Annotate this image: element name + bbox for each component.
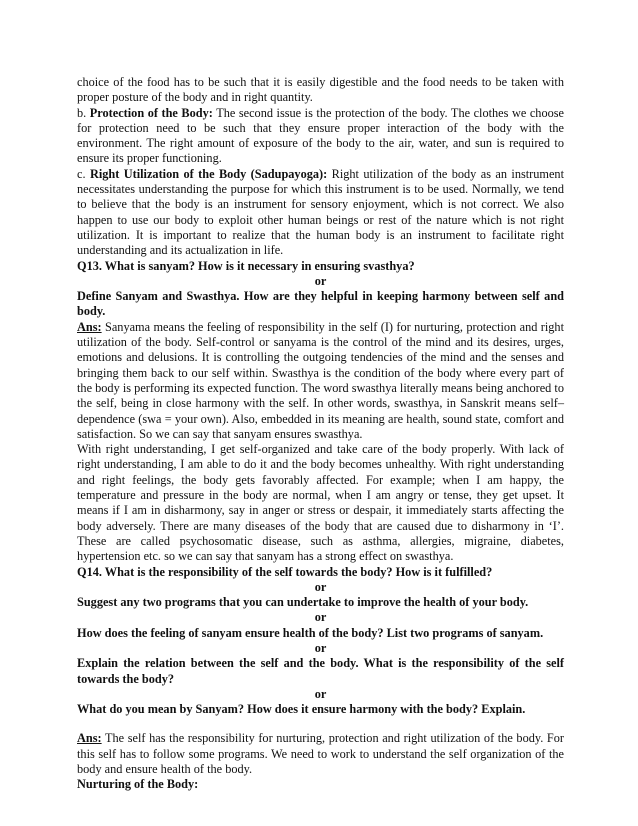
question-14-alt-1: Suggest any two programs that you can undertake to improve the health of your body. xyxy=(77,595,529,610)
paragraph-food: choice of the food has to be such that it is easily digestible and the food needs to be taken with proper posture of the body and in right quantity. xyxy=(77,75,564,105)
or-separator: or xyxy=(314,579,327,594)
spacer xyxy=(77,717,564,731)
question-14-alt-2: How does the feeling of sanyam ensure health of the body? List two programs of sanyam. xyxy=(77,625,544,640)
paragraph-protection xyxy=(77,106,564,167)
question-13: Q13. What is sanyam? How is it necessary in ensuring svasthya? xyxy=(77,258,415,273)
question-14-alt-4: What do you mean by Sanyam? How does it ensure harmony with the body? Explain. xyxy=(77,702,526,717)
paragraph-utilization xyxy=(77,167,564,259)
or-separator: or xyxy=(314,273,327,288)
answer-label: Ans: xyxy=(77,319,102,334)
paragraph-right-understanding: With right understanding, I get self-organized and take care of the body properly. With lack of right understanding, I am able to do it and the body becomes unhealthy. With right understanding and right feelings, the body gets favorably affected. For example; when I am happy, the temperature and pressure in the body are normal, when I am angry or tense, they get upset. It means if I am in disharmony, say in anger or stress or despair, it immediately starts affecting the body adversely. There are many diseases of the body that are caused due to disharmony in ‘I’. These are called psychosomatic disease, such as asthma, allergies, migraine, diabetes, hypertension etc. so we can say that sanyam has a strong effect on swasthya. xyxy=(77,442,564,564)
or-separator: or xyxy=(314,686,327,701)
protection-heading: Protection of the Body: xyxy=(89,105,213,120)
protection-text: The second issue is the protection of the body. The clothes we choose for protection need to be such that they ensure proper interaction of the body with the environment. The right amount of exposure of the body to the air, water, and sun is required to ensure its proper functioning. xyxy=(77,105,564,166)
or-separator: or xyxy=(314,640,327,655)
answer-14-text: The self has the responsibility for nurturing, protection and right utilization of the body. For this self has to follow some programs. We need to work to understand the self organization of the body and ensure health of the body. xyxy=(77,731,564,777)
item-letter-c: c. xyxy=(77,166,90,181)
question-14: Q14. What is the responsibility of the self towards the body? How is it fulfilled? xyxy=(77,564,493,579)
utilization-text: Right utilization of the body as an instrument necessitates understanding the purpose for which this instrument is to be used. Normally, we tend to believe that the body is an instrument for sensory enjoyment, which is not correct. We also happen to use our body to exploit other human beings or rest of the nature which is not right utilization. It is important to realize that the human body is an instrument to facilitate right understanding and its actualization in life. xyxy=(77,166,564,258)
answer-13-text: Sanyama means the feeling of responsibility in the self (I) for nurturing, protection and right utilization of the body. Self-control or sanyama is the control of the mind and its desires, urges, emotions and delusions. It is controlling the outgoing tendencies of the mind and the senses and bringing them back to our self within. Swasthya is the condition of the body where every part of the body is performing its expected function. The word swasthya literally means being anchored to the self, being in close harmony with the self. In other words, swasthya, in Sanskrit means self– dependence (swa = your own). Also, embedded in its meaning are health, sound state, comfort and satisfaction. So we can say that sanyam ensures swasthya. xyxy=(77,319,564,441)
question-13-alt: Define Sanyam and Swasthya. How are they helpful in keeping harmony between self and body. xyxy=(77,289,564,319)
answer-13 xyxy=(77,320,564,442)
utilization-heading: Right Utilization of the Body (Sadupayoga): xyxy=(89,166,328,181)
nurturing-heading: Nurturing of the Body: xyxy=(77,777,199,792)
question-14-alt-3: Explain the relation between the self and the body. What is the responsibility of the self towards the body? xyxy=(77,656,564,686)
answer-14 xyxy=(77,731,564,777)
item-letter-b: b. xyxy=(77,105,90,120)
or-separator: or xyxy=(314,610,327,625)
answer-label: Ans: xyxy=(77,731,102,746)
